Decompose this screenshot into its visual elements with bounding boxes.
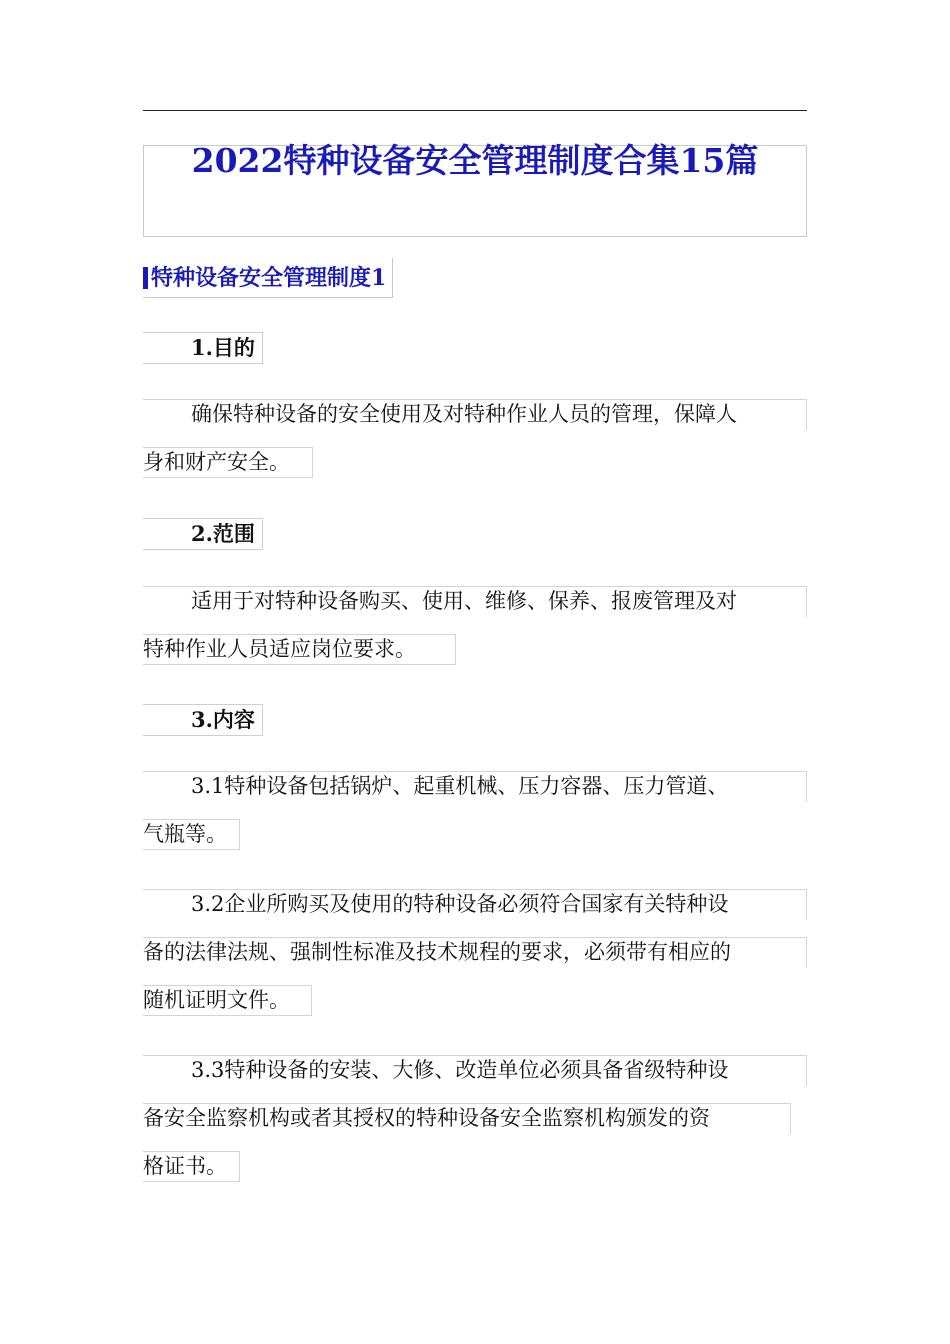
subsection-heading-content: 3.内容: [143, 704, 263, 736]
paragraph-line: 3.3特种设备的安装、大修、改造单位必须具备省级特种设: [143, 1055, 807, 1086]
paragraph-3-1: [143, 771, 807, 867]
subsection-heading-purpose: 1.目的: [143, 332, 263, 364]
paragraph-purpose: [143, 399, 807, 495]
section-heading-text: 特种设备安全管理制度1: [151, 264, 387, 291]
heading-marker-icon: [143, 267, 148, 289]
paragraph-line: 备安全监察机构或者其授权的特种设备安全监察机构颁发的资: [143, 1103, 791, 1134]
paragraph-line: 3.1特种设备包括锅炉、起重机械、压力容器、压力管道、: [143, 771, 807, 802]
paragraph-line: 身和财产安全。: [143, 447, 313, 478]
document-title: 2022特种设备安全管理制度合集15篇: [191, 141, 759, 180]
paragraph-3-3: [143, 1055, 807, 1199]
paragraph-line: 特种作业人员适应岗位要求。: [143, 634, 456, 665]
paragraph-line: 确保特种设备的安全使用及对特种作业人员的管理，保障人: [143, 399, 807, 430]
top-rule: [143, 110, 807, 111]
paragraph-line: 3.2企业所购买及使用的特种设备必须符合国家有关特种设: [143, 889, 807, 920]
paragraph-line: 气瓶等。: [143, 819, 240, 850]
paragraph-line: 适用于对特种设备购买、使用、维修、保养、报废管理及对: [143, 586, 807, 617]
paragraph-line: 随机证明文件。: [143, 985, 312, 1016]
paragraph-line: 格证书。: [143, 1151, 240, 1182]
paragraph-3-2: [143, 889, 807, 1033]
subsection-heading-scope: 2.范围: [143, 518, 263, 550]
paragraph-scope: [143, 586, 807, 682]
paragraph-line: 备的法律法规、强制性标准及技术规程的要求，必须带有相应的: [143, 937, 807, 968]
section-heading: [143, 258, 393, 298]
